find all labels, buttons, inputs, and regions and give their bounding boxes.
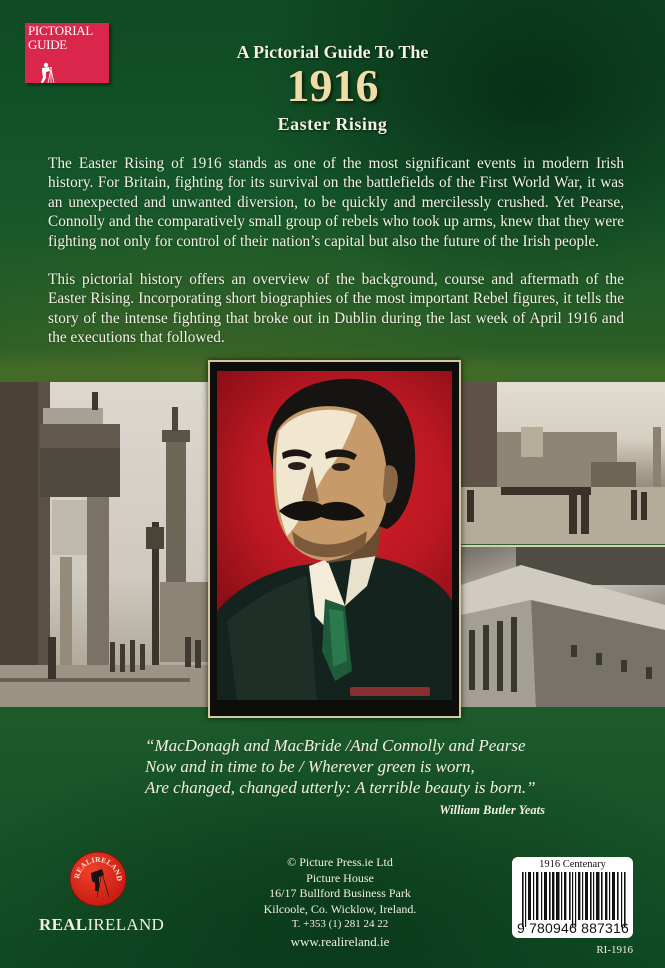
wordmark-rest: IRELAND <box>87 915 165 934</box>
wordmark-bold: REAL <box>39 915 88 934</box>
yeats-quote <box>145 735 565 798</box>
publisher-website-link[interactable]: www.realireland.ie <box>290 933 390 949</box>
portrait-figure <box>217 371 452 700</box>
description-paragraph-1: The Easter Rising of 1916 stands as one of the most significant events in modern Irish history. For Britain, fighting for its survival on the battlefields of the First World War, it was an unexpected and unwanted diversion, to be quickly and mercilessly crushed. Yet Pearse, Connolly and the comparatively small group of rebels who took up arms, knew that they were fighting not only for control of their nation’s capital but also the future of the Irish people. <box>48 155 624 250</box>
title-subtitle: Easter Rising <box>277 114 388 134</box>
address-line-phone: T. +353 (1) 281 24 22 <box>291 918 389 931</box>
realireland-wordmark <box>39 915 165 935</box>
portrait-frame <box>208 360 461 718</box>
portrait-illustration <box>217 371 452 700</box>
photo-divider <box>461 545 665 547</box>
realireland-seal-icon <box>69 851 127 907</box>
isbn-number: 9 780946 887316 <box>517 920 629 936</box>
photo-ruined-gpo <box>461 545 665 707</box>
artist-signature <box>350 687 430 696</box>
badge-line-1: PICTORIAL <box>28 23 93 38</box>
quote-line-1: “MacDonagh and MacBride /And Connolly and Pearse <box>145 736 526 755</box>
quote-line-3: Are changed, changed utterly: A terrible beauty is born.” <box>145 778 536 797</box>
svg-text:REALIRELAND: REALIRELAND <box>72 854 125 882</box>
address-line-building: Picture House <box>306 870 374 885</box>
address-line-copyright: © Picture Press.ie Ltd <box>287 855 393 869</box>
quote-author: William Butler Yeats <box>439 803 545 817</box>
address-line-town: Kilcoole, Co. Wicklow, Ireland. <box>263 901 417 916</box>
gpo-pillar-illustration <box>0 382 208 707</box>
barcode-bars <box>522 872 626 927</box>
ruined-gpo-illustration <box>461 545 665 707</box>
product-code: RI-1916 <box>596 944 633 956</box>
photo-street-trams <box>461 382 665 544</box>
publisher-address <box>240 855 440 950</box>
realireland-logo <box>69 851 127 907</box>
description-paragraph-2: This pictorial history offers an overview of the background, course and aftermath of the Easter Rising. Incorporating short biographies of the most important Rebel figures, it tells the story of the intense fighting that broke out in Dublin during the last week of April 1916 and the executions that followed. <box>48 271 624 347</box>
isbn-barcode <box>512 857 633 938</box>
title-pretitle: A Pictorial Guide To The <box>236 42 429 62</box>
photo-gpo-pillar <box>0 382 208 707</box>
barcode-label: 1916 Centenary <box>539 859 606 870</box>
street-trams-illustration <box>461 382 665 544</box>
title-year: 1916 <box>286 60 379 111</box>
badge-line-2: GUIDE <box>28 37 67 52</box>
address-line-park: 16/17 Bullford Business Park <box>269 886 411 901</box>
quote-line-2: Now and in time to be / Wherever green is worn, <box>145 757 475 776</box>
